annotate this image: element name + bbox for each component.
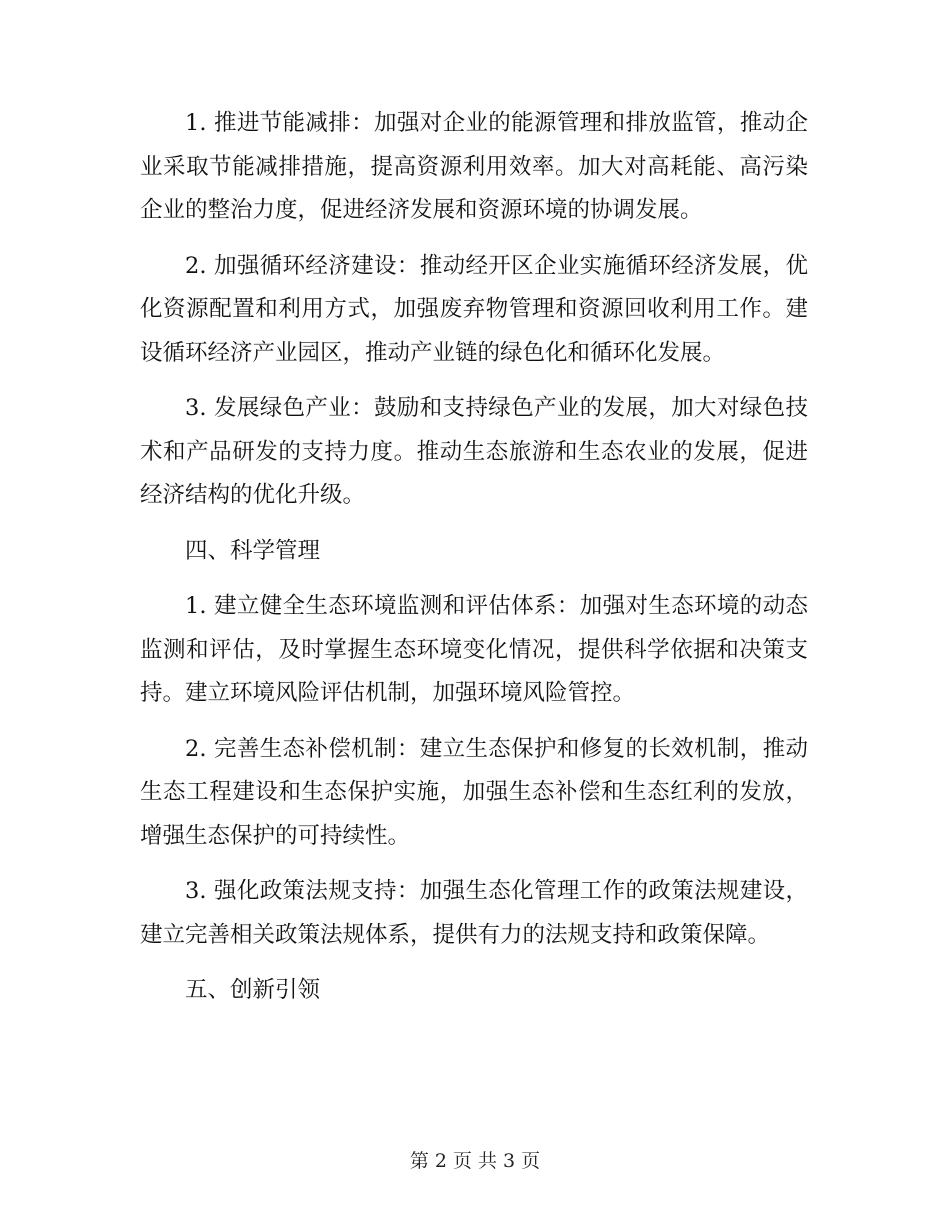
document-body [140, 102, 808, 1013]
paragraph-eco-compensation: 2. 完善生态补偿机制：建立生态保护和修复的长效机制，推动生态工程建设和生态保护实施，加强生态补偿和生态红利的发放，增强生态保护的可持续性。 [140, 735, 808, 849]
section-heading-scientific-management: 四、科学管理 [185, 537, 321, 564]
section-heading-innovation: 五、创新引领 [185, 977, 321, 1003]
page-number-footer: 第 2 页 共 3 页 [409, 1150, 541, 1172]
paragraph-policy-support: 3. 强化政策法规支持：加强生态化管理工作的政策法规建设，建立完善相关政策法规体系，提供有力的法规支持和政策保障。 [140, 878, 808, 948]
paragraph-monitoring-system: 1. 建立健全生态环境监测和评估体系：加强对生态环境的动态监测和评估，及时掌握生态环境变化情况，提供科学依据和决策支持。建立环境风险评估机制，加强环境风险管控。 [140, 593, 808, 706]
paragraph-circular-economy: 2. 加强循环经济建设：推动经开区企业实施循环经济发展，优化资源配置和利用方式，加强废弃物管理和资源回收利用工作。建设循环经济产业园区，推动产业链的绿色化和循环化发展。 [140, 252, 808, 366]
paragraph-energy-saving: 1. 推进节能减排：加强对企业的能源管理和排放监管，推动企业采取节能减排措施，提高资源利用效率。加大对高耗能、高污染企业的整治力度，促进经济发展和资源环境的协调发展。 [140, 110, 808, 223]
paragraph-green-industry: 3. 发展绿色产业：鼓励和支持绿色产业的发展，加大对绿色技术和产品研发的支持力度。推动生态旅游和生态农业的发展，促进经济结构的优化升级。 [140, 395, 808, 508]
